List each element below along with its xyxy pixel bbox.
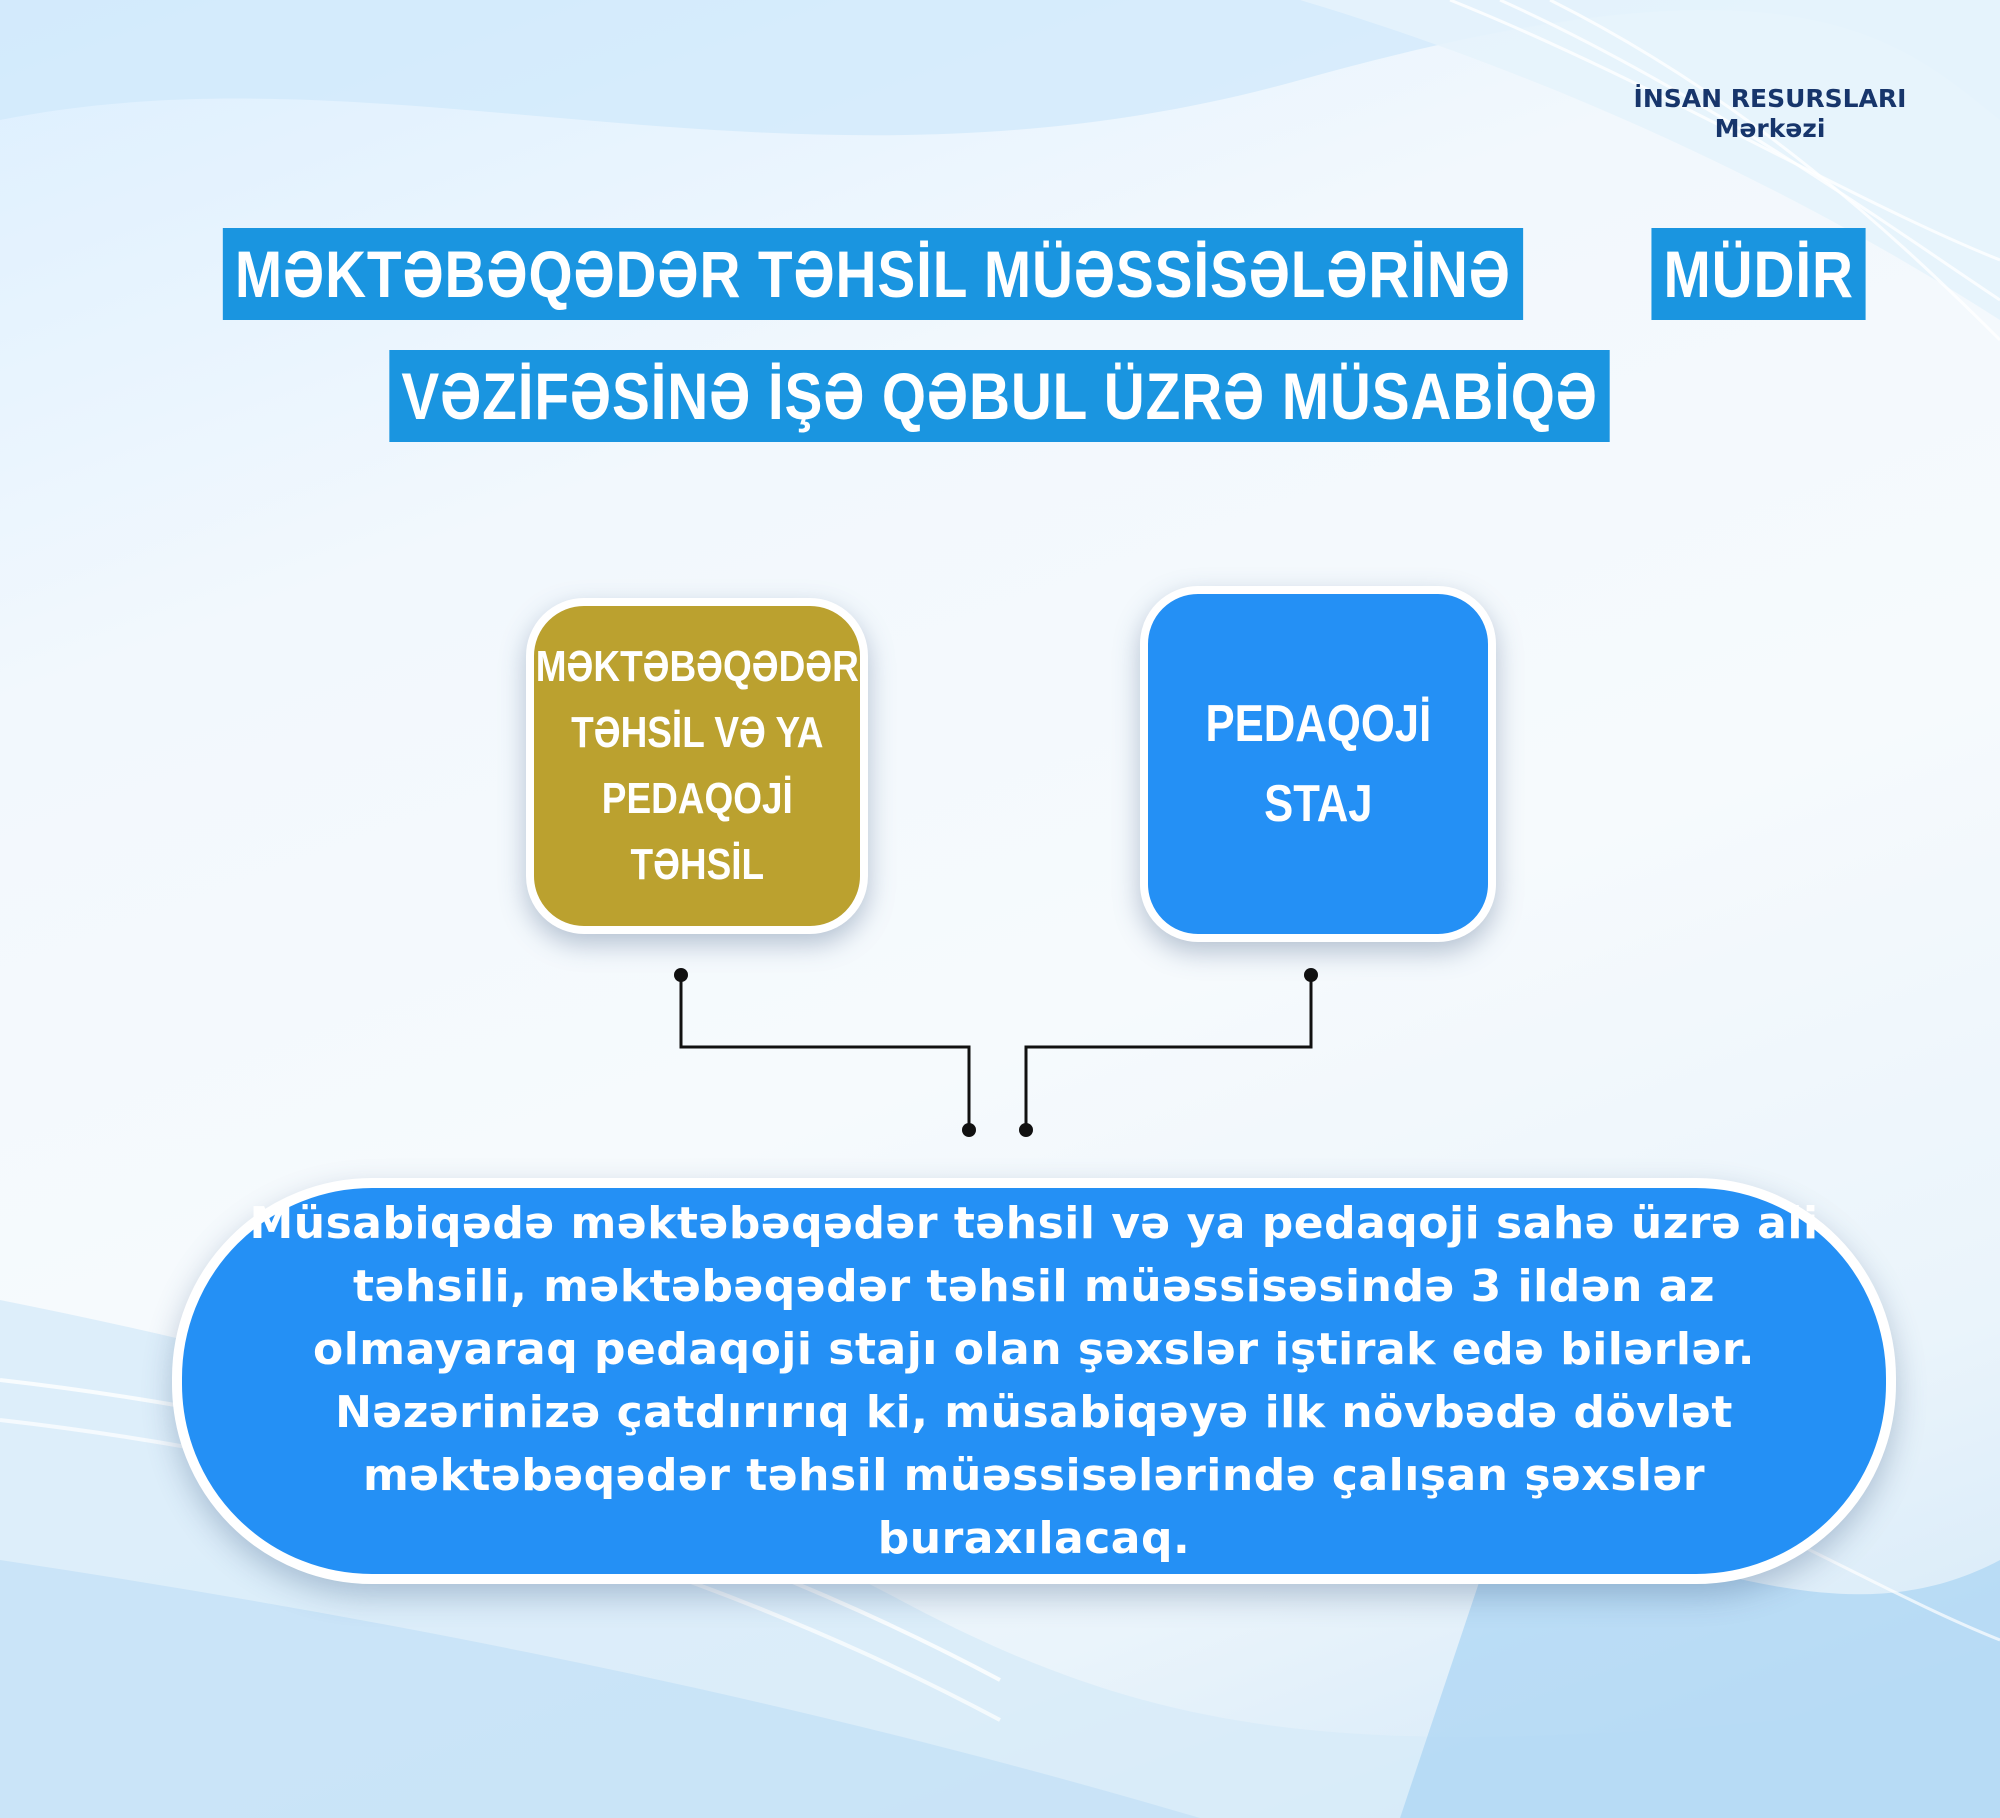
connector-dot-right-bottom [1019, 1123, 1033, 1137]
info-text: Müsabiqədə məktəbəqədər təhsil və ya pedaqoji sahə üzrə ali təhsili, məktəbəqədər təhsil müəssisəsində 3 ildən az olmayaraq pedaqoji stajı olan şəxslər iştirak edə bilərlər. Nəzərinizə çatdırırıq ki, müsabiqəyə ilk növbədə dövlət məktəbəqədər təhsil müəssisələrində çalışan şəxslər buraxılacaq. [249, 1198, 1819, 1564]
title-chunk-2: MÜDİR [1652, 228, 1866, 320]
connector-dot-left-bottom [962, 1123, 976, 1137]
requirement-card-education [526, 598, 868, 934]
connector-right [1026, 975, 1311, 1130]
connector-dot-left-top [674, 968, 688, 982]
requirement-card-experience-label: PEDAQOJİ STAJ [1205, 695, 1431, 833]
title-chunk-3: VƏZİFƏSİNƏ İŞƏ QƏBUL ÜZRƏ MÜSABİQƏ [390, 350, 1611, 442]
logo-line-1: İNSAN RESURSLARI [1633, 84, 1907, 113]
connector-left [681, 975, 969, 1130]
organization-logo [1560, 84, 1980, 144]
requirement-card-education-label: MƏKTƏBƏQƏDƏR TƏHSİL VƏ YA PEDAQOJİ TƏHSİL [535, 642, 859, 889]
info-pill [172, 1178, 1896, 1584]
title-chunk-1: MƏKTƏBƏQƏDƏR TƏHSİL MÜƏSSİSƏLƏRİNƏ [222, 228, 1522, 320]
requirement-card-experience [1140, 586, 1496, 942]
title-line-2 [0, 350, 2000, 442]
logo-line-2: Mərkəzi [1714, 114, 1826, 143]
connector-dot-right-top [1304, 968, 1318, 982]
title-line-1 [0, 228, 2000, 320]
